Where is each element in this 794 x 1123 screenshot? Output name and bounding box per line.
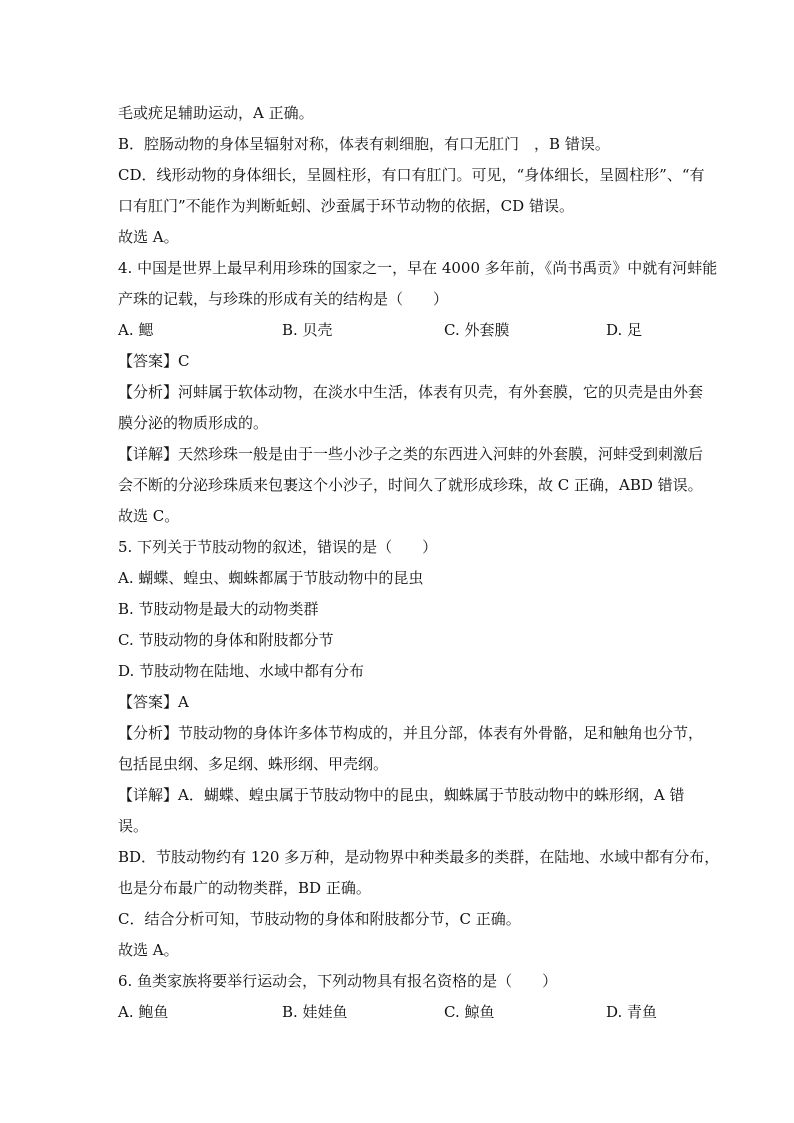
q5-option-d: D. 节肢动物在陆地、水域中都有分布 [118, 662, 365, 680]
q4-option-a: A. 鳃 [118, 321, 154, 339]
q6-option-b: B. 娃娃鱼 [282, 1003, 348, 1021]
answer-label: 【答案】C [118, 352, 190, 370]
analysis-text: 膜分泌的物质形成的。 [118, 414, 269, 432]
q4-option-b: B. 贝壳 [282, 321, 333, 339]
q6-option-a: A. 鲍鱼 [118, 1003, 169, 1021]
text-line: 故选 A。 [118, 941, 179, 959]
q4-option-d: D. 足 [606, 321, 643, 339]
analysis-text: 包括昆虫纲、多足纲、蛛形纲、甲壳纲。 [118, 755, 389, 773]
detail-text: 【详解】A．蝴蝶、蝗虫属于节肢动物中的昆虫，蜘蛛属于节肢动物中的蛛形纲，A 错 [118, 786, 685, 804]
text-line: 毛或疣足辅助运动，A 正确。 [118, 104, 314, 122]
question-5-stem: 5. 下列关于节肢动物的叙述，错误的是（ ） [118, 538, 438, 556]
text-line: BD．节肢动物约有 120 多万种，是动物界中种类最多的类群，在陆地、水域中都有分布， [118, 848, 720, 866]
q5-option-c: C. 节肢动物的身体和附肢都分节 [118, 631, 334, 649]
q5-option-b: B. 节肢动物是最大的动物类群 [118, 600, 319, 618]
text-line: 口有肛门”不能作为判断蚯蚓、沙蚕属于环节动物的依据，CD 错误。 [118, 197, 574, 215]
text-line: B．腔肠动物的身体呈辐射对称，体表有刺细胞，有口无肛门 ，B 错误。 [118, 135, 610, 153]
answer-label: 【答案】A [118, 693, 189, 711]
text-line: 故选 A。 [118, 228, 179, 246]
detail-text: 会不断的分泌珍珠质来包裹这个小沙子，时间久了就形成珍珠，故 C 正确，ABD 错误。 [118, 476, 703, 494]
q6-option-d: D. 青鱼 [606, 1003, 658, 1021]
text-line: 也是分布最广的动物类群，BD 正确。 [118, 879, 371, 897]
analysis-text: 【分析】节肢动物的身体许多体节构成的，并且分部，体表有外骨骼，足和触角也分节， [118, 724, 704, 742]
question-4-stem: 产珠的记载，与珍珠的形成有关的结构是（ ） [118, 290, 449, 308]
question-6-stem: 6. 鱼类家族将要举行运动会，下列动物具有报名资格的是（ ） [118, 972, 558, 990]
analysis-text: 【分析】河蚌属于软体动物，在淡水中生活，体表有贝壳，有外套膜，它的贝壳是由外套 [118, 383, 704, 401]
q6-option-c: C. 鲸鱼 [444, 1003, 495, 1021]
text-line: 故选 C。 [118, 507, 180, 525]
text-line: C．结合分析可知，节肢动物的身体和附肢都分节，C 正确。 [118, 910, 521, 928]
detail-text: 【详解】天然珍珠一般是由于一些小沙子之类的东西进入河蚌的外套膜，河蚌受到刺激后 [118, 445, 704, 463]
question-4-stem: 4. 中国是世界上最早利用珍珠的国家之一，早在 4000 多年前，《尚书禹贡》中就有河蚌能 [118, 259, 718, 277]
q5-option-a: A. 蝴蝶、蝗虫、蜘蛛都属于节肢动物中的昆虫 [118, 569, 424, 587]
detail-text: 误。 [118, 817, 149, 835]
text-line: CD．线形动物的身体细长，呈圆柱形，有口有肛门。可见，“身体细长，呈圆柱形”、“有 [118, 166, 705, 184]
q4-option-c: C. 外套膜 [444, 321, 510, 339]
